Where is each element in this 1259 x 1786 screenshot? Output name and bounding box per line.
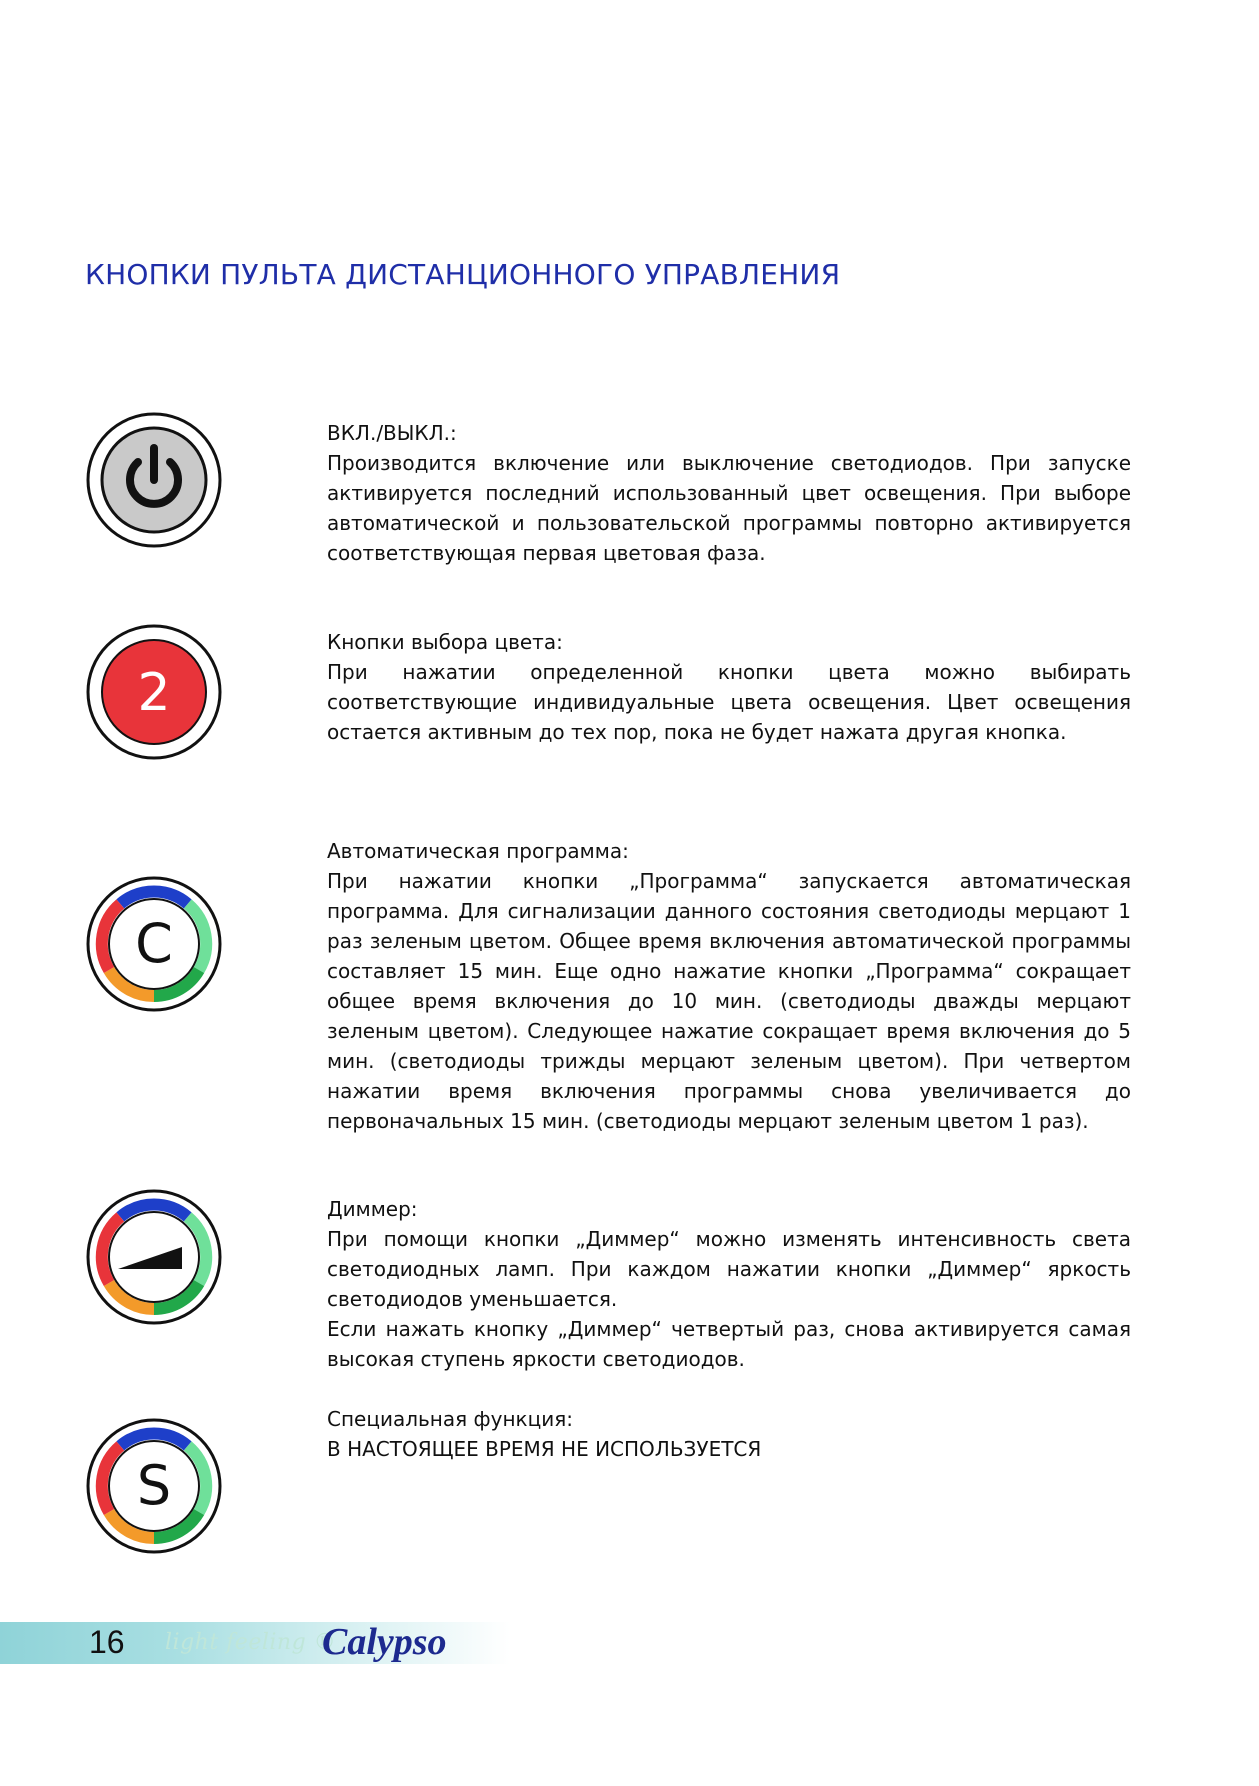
section-power <box>327 418 1131 568</box>
section-heading: Автоматическая программа: <box>327 839 629 863</box>
section-text: При помощи кнопки „Диммер“ можно изменять интенсивность света светодиодных ламп. При каждом нажатии кнопки „Диммер“ яркость светодиодов уменьшается. <box>327 1227 1131 1311</box>
section-text: В НАСТОЯЩЕЕ ВРЕМЯ НЕ ИСПОЛЬЗУЕТСЯ <box>327 1437 762 1461</box>
brand-logo: Calypso <box>322 1621 447 1663</box>
program-c-icon <box>84 874 224 1014</box>
special-s-label: S <box>136 1454 172 1517</box>
section-color <box>327 627 1131 747</box>
section-program <box>327 836 1131 1136</box>
section-special <box>327 1404 1131 1464</box>
page-title: КНОПКИ ПУЛЬТА ДИСТАНЦИОННОГО УПРАВЛЕНИЯ <box>85 258 841 291</box>
section-dimmer <box>327 1194 1131 1374</box>
section-heading: ВКЛ./ВЫКЛ.: <box>327 421 457 445</box>
section-text: При нажатии определенной кнопки цвета можно выбирать соответствующие индивидуальные цвета освещения. Цвет освещения остается активным до тех пор, пока не будет нажата другая кнопка. <box>327 660 1131 744</box>
color-button-label: 2 <box>137 663 171 723</box>
program-c-label: C <box>135 912 173 975</box>
brand-tagline: light feeling ® <box>165 1630 337 1655</box>
power-icon <box>84 410 224 550</box>
section-heading: Кнопки выбора цвета: <box>327 630 563 654</box>
section-heading: Специальная функция: <box>327 1407 573 1431</box>
page-number: 16 <box>89 1624 125 1660</box>
dimmer-icon <box>84 1187 224 1327</box>
section-text: Если нажать кнопку „Диммер“ четвертый раз, снова активируется самая высокая ступень яркости светодиодов. <box>327 1317 1131 1371</box>
section-heading: Диммер: <box>327 1197 418 1221</box>
color-button-icon <box>84 622 224 762</box>
special-s-icon <box>84 1416 224 1556</box>
section-text: Производится включение или выключение светодиодов. При запуске активируется последний использованный цвет освещения. При выборе автоматической и пользовательской программы повторно активируется соответствующая первая цветовая фаза. <box>327 451 1131 565</box>
section-text: При нажатии кнопки „Программа“ запускается автоматическая программа. Для сигнализации данного состояния светодиоды мерцают 1 раз зеленым цветом. Общее время включения автоматической программы составляет 15 мин. Еще одно нажатие кнопки „Программа“ сокращает общее время включения до 10 мин. (светодиоды дважды мерцают зеленым цветом). Следующее нажатие сокращает время включения до 5 мин. (светодиоды трижды мерцают зеленым цветом). При четвертом нажатии время включения программы снова увеличивается до первоначальных 15 мин. (светодиоды мерцают зеленым цветом 1 раз). <box>327 869 1131 1133</box>
